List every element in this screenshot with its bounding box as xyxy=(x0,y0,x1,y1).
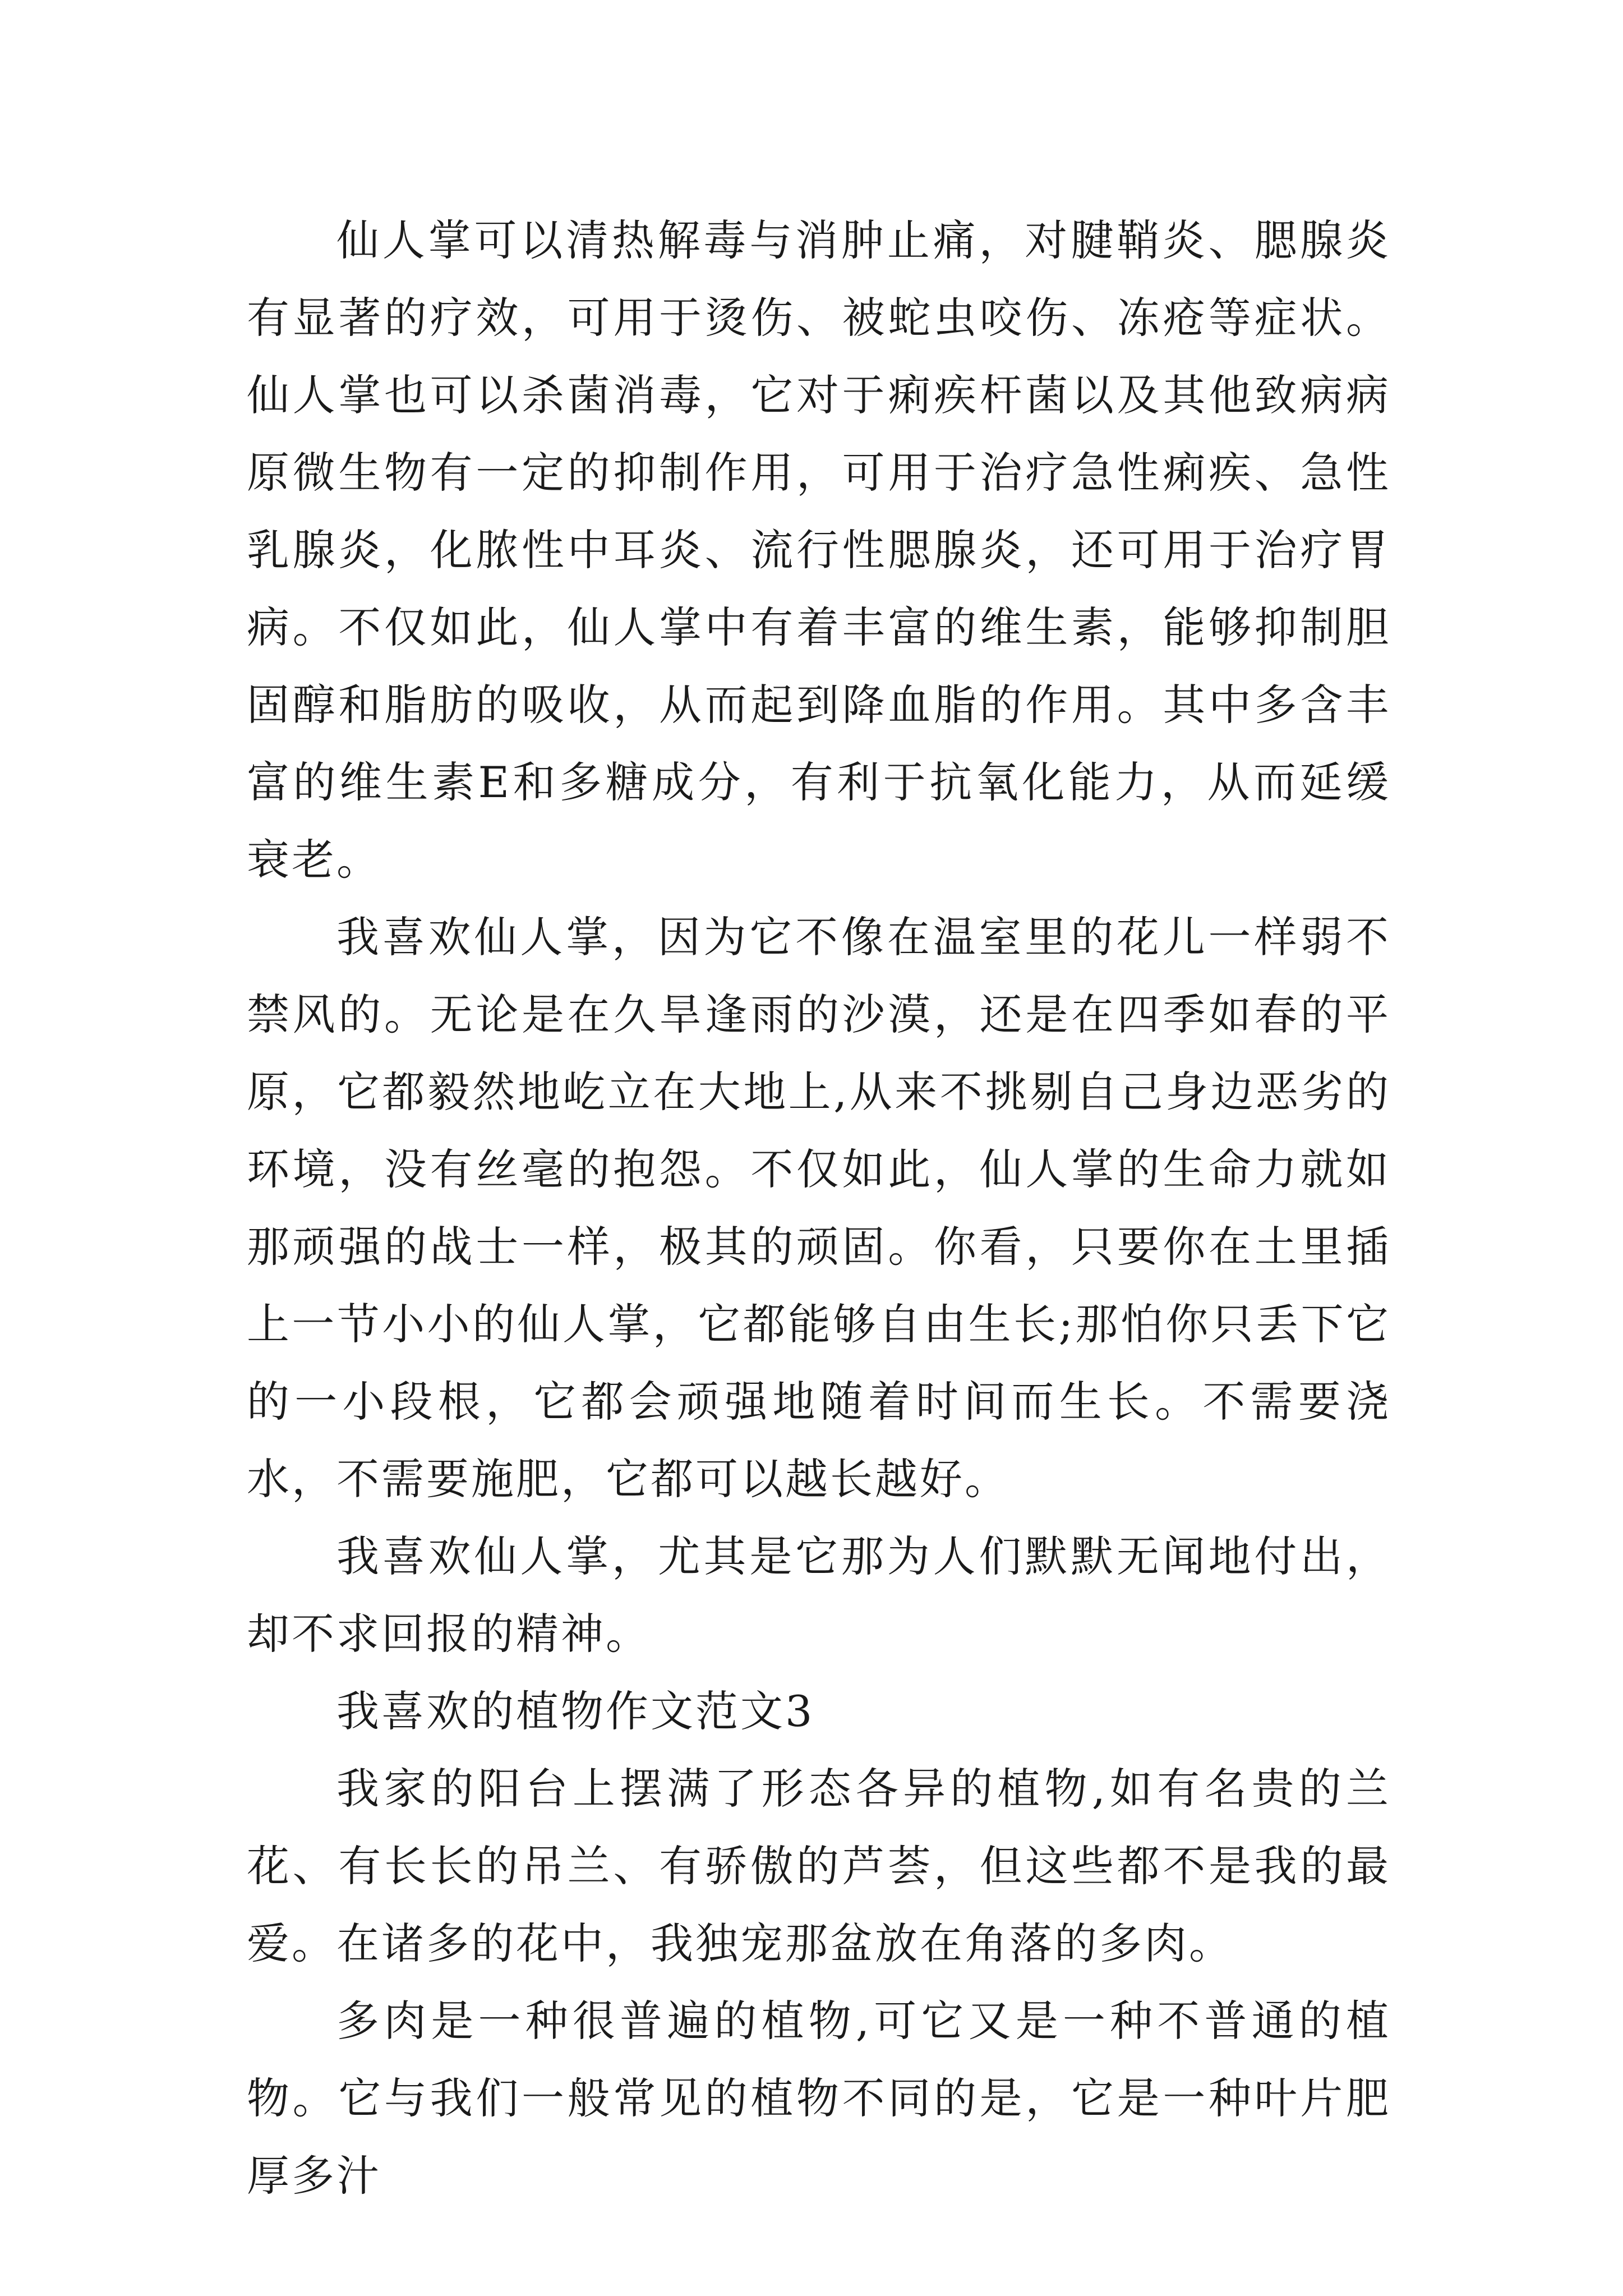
paragraph-succulent: 多肉是一种很普遍的植物,可它又是一种不普通的植物。它与我们一般常见的植物不同的是，它是一种叶片肥厚多汁 xyxy=(247,1996,1391,2201)
paragraph-cactus-benefits: 仙人掌可以清热解毒与消肿止痛，对腱鞘炎、腮腺炎有显著的疗效，可用于烫伤、被蛇虫咬伤、冻疮等症状。仙人掌也可以杀菌消毒，它对于痢疾杆菌以及其他致病病原微生物有一定的抑制作用，可用于治疗急性痢疾、急性乳腺炎，化脓性中耳炎、流行性腮腺炎，还可用于治疗胃病。不仅如此，仙人掌中有着丰富的维生素，能够抑制胆固醇和脂肪的吸收，从而起到降血脂的作用。其中多含丰富的维生素E和多糖成分，有利于抗氧化能力，从而延缓衰老。 xyxy=(247,215,1391,885)
section-heading: 我喜欢的植物作文范文3 xyxy=(336,1686,815,1736)
paragraph-balcony-plants: 我家的阳台上摆满了形态各异的植物,如有名贵的兰花、有长长的吊兰、有骄傲的芦荟，但这些都不是我的最爱。在诸多的花中，我独宠那盆放在角落的多肉。 xyxy=(247,1764,1391,1968)
paragraph-cactus-spirit: 我喜欢仙人掌，尤其是它那为人们默默无闻地付出，却不求回报的精神。 xyxy=(247,1531,1391,1659)
document-body xyxy=(247,202,1391,2215)
paragraph-cactus-resilience: 我喜欢仙人掌，因为它不像在温室里的花儿一样弱不禁风的。无论是在久旱逢雨的沙漠，还是在四季如春的平原，它都毅然地屹立在大地上,从来不挑剔自己身边恶劣的环境，没有丝毫的抱怨。不仅如此，仙人掌的生命力就如那顽强的战士一样，极其的顽固。你看，只要你在土里插上一节小小的仙人掌，它都能够自由生长;那怕你只丢下它的一小段根，它都会顽强地随着时间而生长。不需要浇水，不需要施肥，它都可以越长越好。 xyxy=(247,912,1391,1504)
